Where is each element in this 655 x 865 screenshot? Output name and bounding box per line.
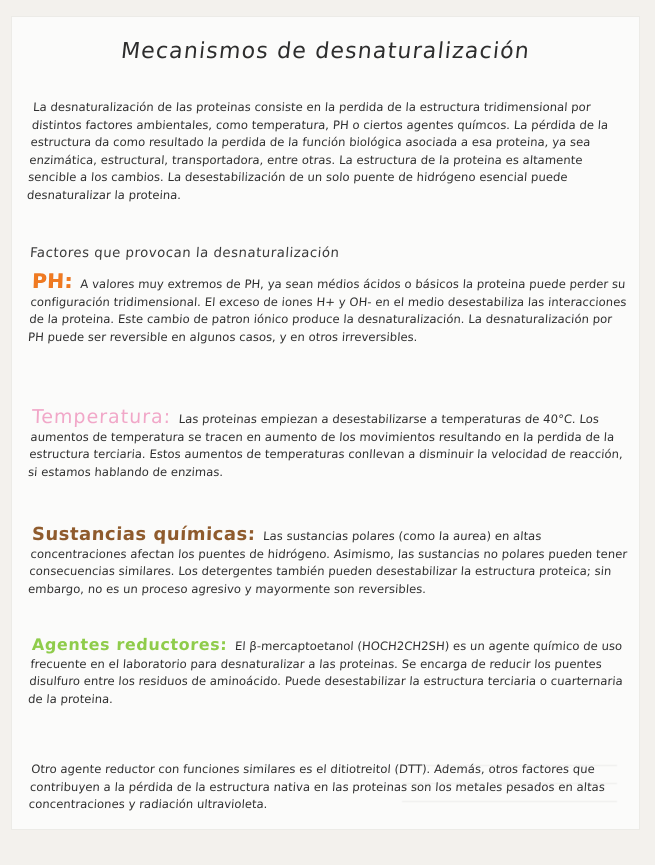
- section-ph: [27, 269, 630, 346]
- intro-paragraph: La desnaturalización de las proteinas consiste en la perdida de la estructura tridimensional por distintos factores ambientales, como temperatura, PH o ciertos agentes químcos. La pérdida de la estructura da como resultado la perdida de la función biológica asociada a esa proteina, ya sea enzimática, estructural, transportadora, entre otras. La estructura de la proteina es altamente sencible a los cambios. La desestabilización de un solo puente de hidrógeno esencial puede desnaturalizar la proteina.: [26, 100, 609, 202]
- heading-agentes-reductores: Agentes reductores:: [31, 635, 228, 654]
- section-sustancias-quimicas: [27, 526, 630, 598]
- section-temperatura: [27, 406, 630, 481]
- text-agentes-reductores: El β-mercaptoetanol (HOCH2CH2SH) es un agente químico de uso frecuente en el laboratorio para desnaturalizar a las proteinas. Se encarga de reducir los puentes disulfuro entre los residuos de aminoácido. Puede desestabilizar la estructura terciaria o cuarternaria de la proteina.: [27, 639, 624, 706]
- heading-temperatura: Temperatura:: [31, 406, 172, 428]
- page-title: Mecanismos de desnaturalización: [119, 39, 532, 64]
- heading-ph: PH:: [31, 269, 74, 293]
- notebook-page: [12, 17, 639, 829]
- text-sustancias-quimicas: Las sustancias polares (como la aurea) en altas concentraciones afectan los puentes de hidrógeno. Asimismo, las sustancias no polares pueden tener consecuencias similares. Los detergentes también pueden desestabilizar la estructura proteica; sin embargo, no es un proceso agresivo y mayormente son reversibles.: [27, 529, 628, 596]
- section-agentes-reductores: [27, 636, 630, 708]
- text-temperatura: Las proteinas empiezan a desestabilizarse a temperaturas de 40°C. Los aumentos de temperatura se tracen en aumento de los movimientos resultando en la perdida de la estructura terciaria. Estos aumentos de temperaturas conllevan a disminuir la velocidad de reacción, si estamos hablando de enzimas.: [27, 412, 624, 479]
- bleed-through-texture: [402, 755, 617, 813]
- section-subtitle: Factores que provocan la desnaturalización: [29, 246, 340, 261]
- text-ph: A valores muy extremos de PH, ya sean médios ácidos o básicos la proteina puede perder su configuración tridimensional. El exceso de iones H+ y OH- en el medio desestabiliza las interacciones de la proteina. Este cambio de patron iónico produce la desnaturalización. La desnaturalización por PH puede ser reversible en algunos casos, y en otros irreversibles.: [27, 277, 628, 344]
- heading-sustancias-quimicas: Sustancias químicas:: [31, 524, 256, 545]
- final-paragraph: Otro agente reductor con funciones similares es el ditiotreitol (DTT). Además, otros factores que contribuyen a la pérdida de la estructura nativa en las proteinas son los metales pesados en altas concentraciones y radiación ultravioleta.: [28, 762, 606, 812]
